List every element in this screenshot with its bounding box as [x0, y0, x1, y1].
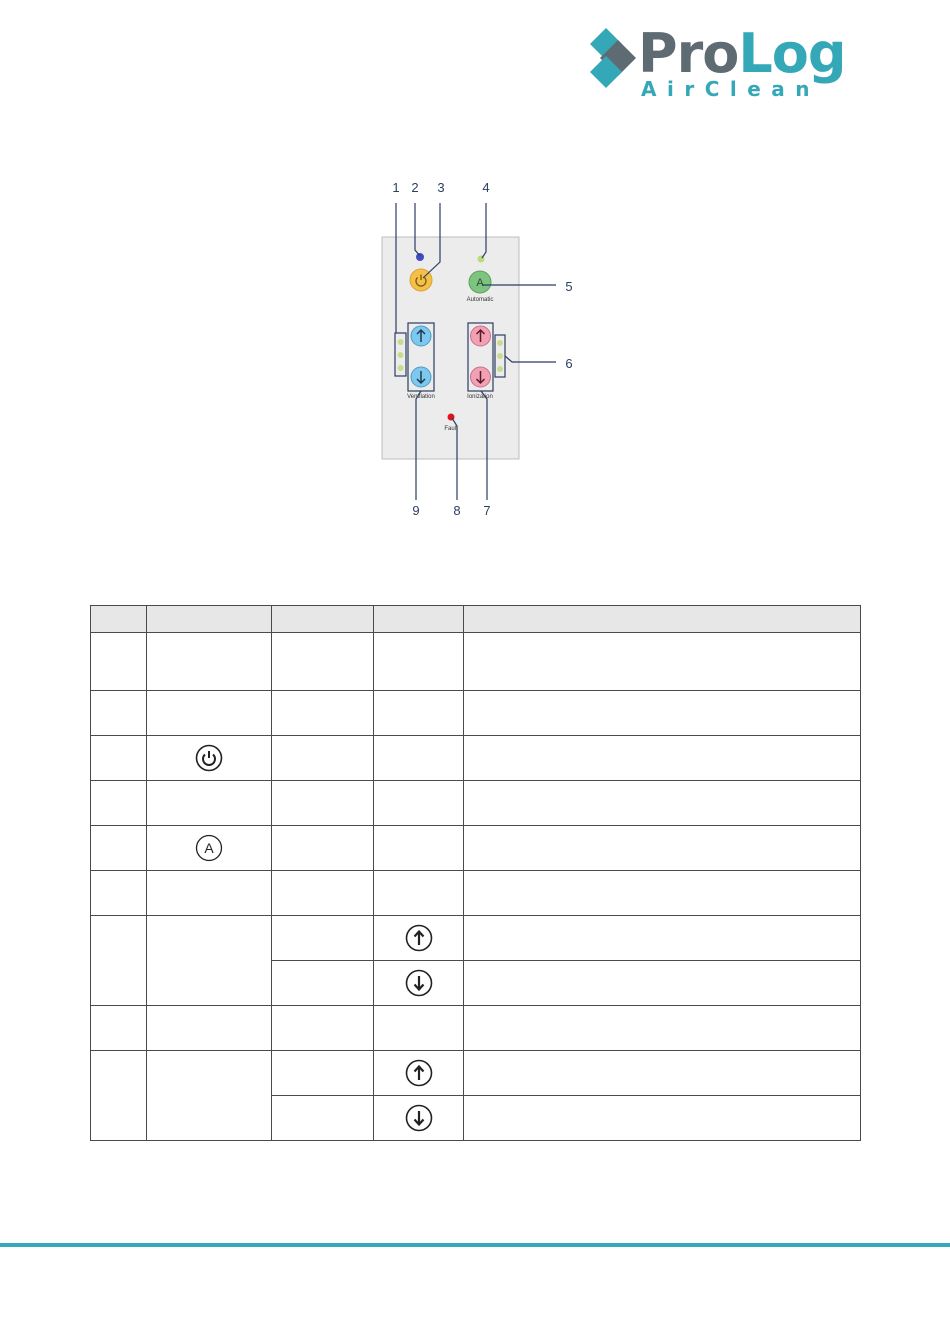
ionization-led-3: [497, 366, 503, 372]
ionization-led-2: [497, 353, 503, 359]
ventilation-down-button[interactable]: [411, 367, 431, 387]
callout-8: 8: [453, 503, 461, 518]
ventilation-led-1: [398, 339, 404, 345]
footer-divider: [0, 1243, 950, 1247]
callout-7: 7: [483, 503, 491, 518]
table-header-row: [91, 606, 861, 633]
callout-2: 2: [411, 180, 419, 195]
table-row: [91, 871, 861, 916]
table-row: [91, 691, 861, 736]
ventilation-up-button[interactable]: [411, 326, 431, 346]
callout-5: 5: [565, 279, 573, 294]
automatic-a-icon: [195, 834, 223, 862]
table-row: [91, 633, 861, 691]
callout-6: 6: [565, 356, 573, 371]
ventilation-label: Ventilation: [407, 394, 435, 400]
logo-subword: AirClean: [641, 77, 821, 101]
arrow-down-icon: [405, 1104, 433, 1132]
ventilation-led-2: [398, 352, 404, 358]
logo-word-log: Log: [738, 22, 846, 85]
callout-9: 9: [412, 503, 420, 518]
power-led: [416, 253, 424, 261]
callout-3: 3: [437, 180, 445, 195]
svg-text:A: A: [204, 840, 214, 856]
ionization-down-button[interactable]: [471, 367, 491, 387]
control-panel-diagram: [0, 0, 950, 540]
fault-label: Fault: [444, 426, 458, 432]
header-cell-description: [464, 606, 861, 633]
table-row: [91, 826, 861, 871]
callout-4: 4: [482, 180, 490, 195]
header-cell-key: [374, 606, 464, 633]
header-cell-element: [147, 606, 272, 633]
automatic-a-icon: A: [476, 277, 484, 289]
header-cell-function: [272, 606, 374, 633]
arrow-up-icon: [405, 924, 433, 952]
logo-word-pro: Pro: [638, 22, 739, 85]
control-elements-table: [90, 605, 861, 1141]
arrow-up-icon: [405, 1059, 433, 1087]
ionization-led-1: [497, 340, 503, 346]
ventilation-led-3: [398, 365, 404, 371]
table-row: [91, 916, 861, 961]
callout-1: 1: [392, 180, 400, 195]
ionization-up-button[interactable]: [471, 326, 491, 346]
header-cell-no: [91, 606, 147, 633]
table-row: [91, 1051, 861, 1096]
power-icon: [195, 744, 223, 772]
automatic-button[interactable]: [469, 271, 491, 293]
ionization-label: Ionization: [467, 394, 493, 400]
arrow-down-icon: [405, 969, 433, 997]
table-row: [91, 736, 861, 781]
table-row: [91, 1006, 861, 1051]
automatic-label: Automatic: [466, 297, 494, 303]
table-row: [91, 781, 861, 826]
